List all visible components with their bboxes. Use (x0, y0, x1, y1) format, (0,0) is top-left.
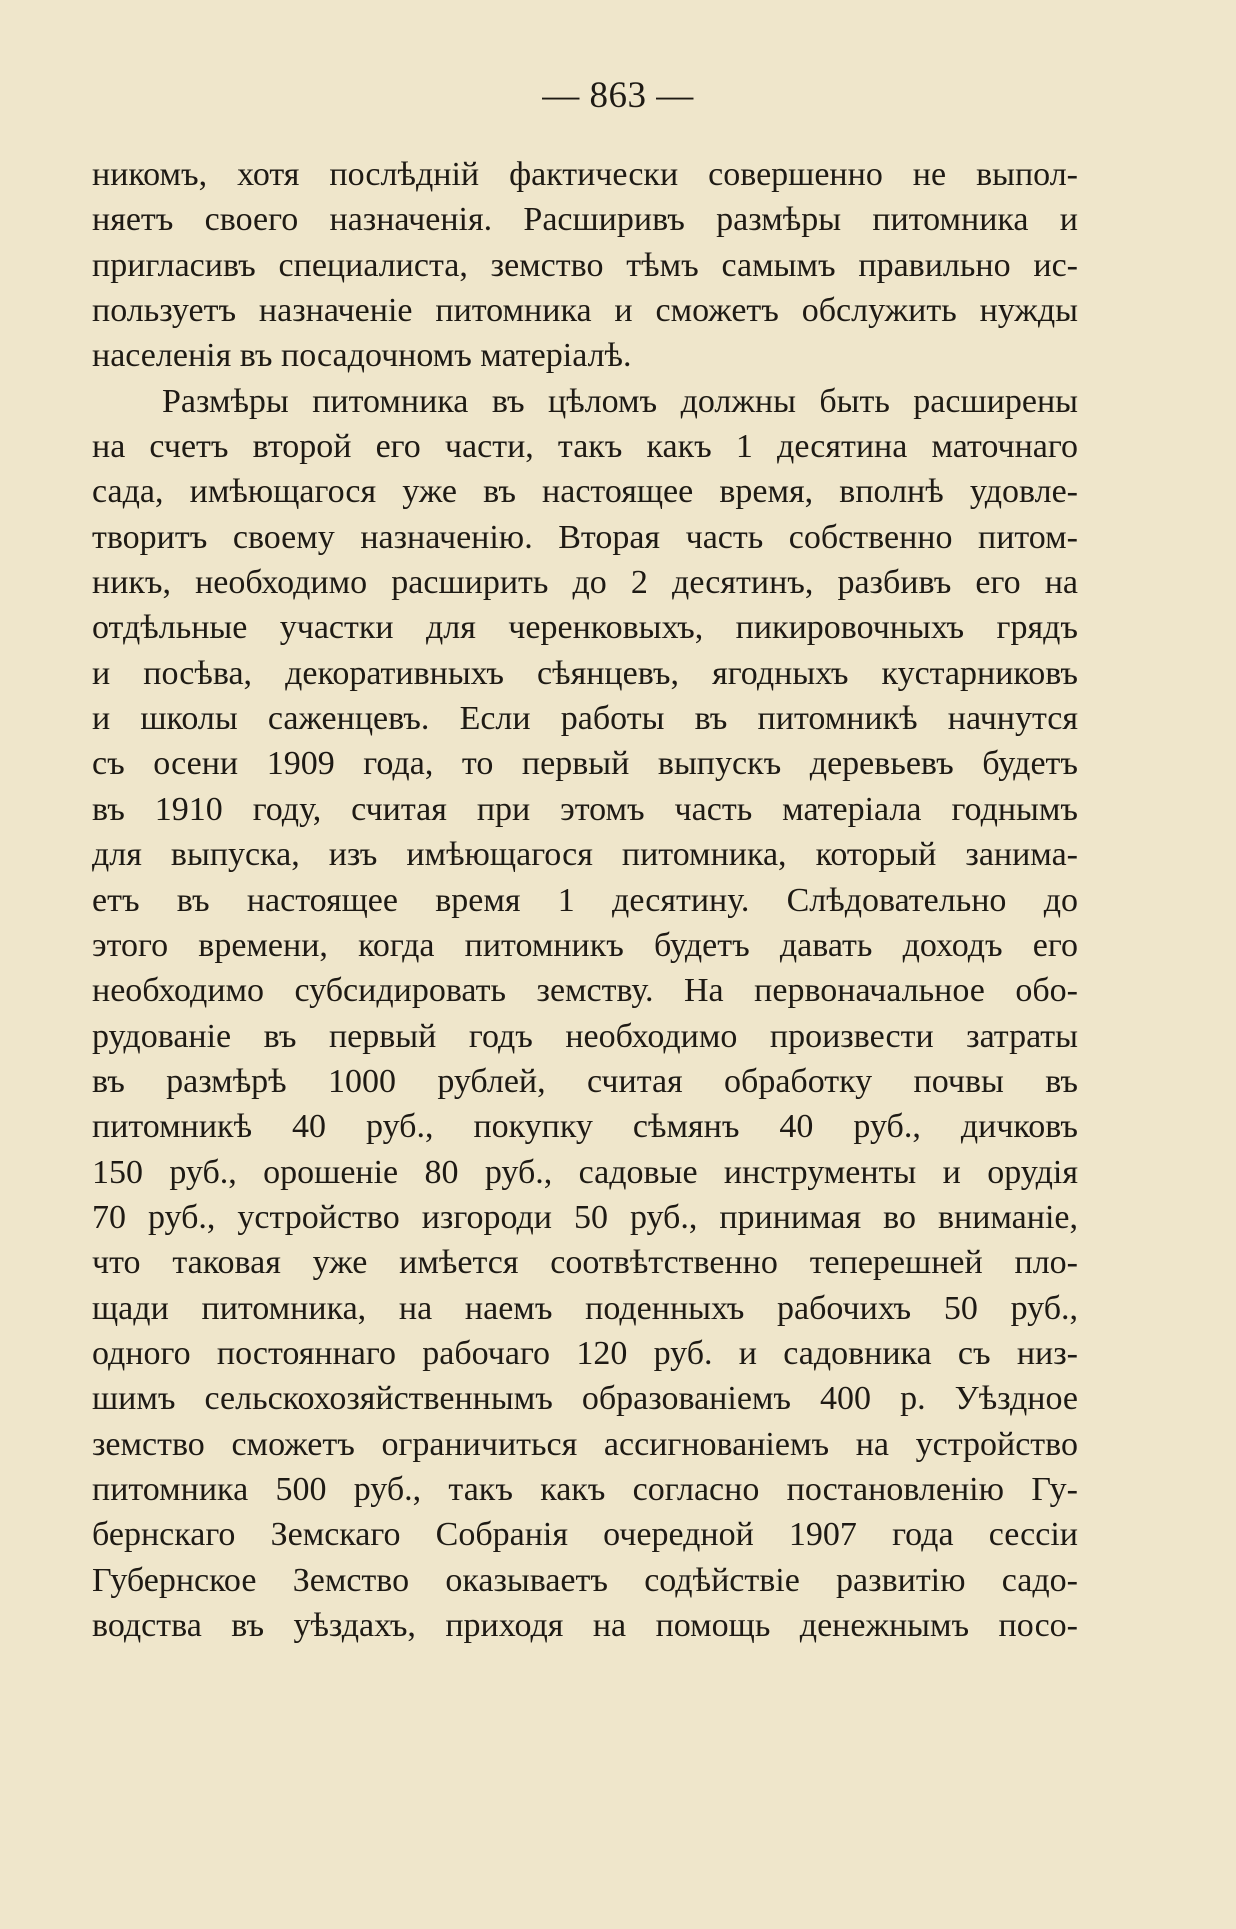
text-line: одного постояннаго рабочаго 120 руб. и садовника съ низ- (92, 1334, 1078, 1372)
text-line: съ осени 1909 года, то первый выпускъ деревьевъ будетъ (92, 745, 1078, 783)
text-line: населенiя въ посадочномъ матерiалѣ. (92, 337, 632, 375)
text-line: этого времени, когда питомникъ будетъ давать доходъ его (92, 926, 1078, 964)
text-line: отдѣльные участки для черенковыхъ, пикировочныхъ грядъ (92, 609, 1078, 647)
page-number: — 863 — (542, 75, 694, 116)
body-text (92, 152, 1078, 1648)
text-line: сада, имѣющагося уже въ настоящее время, вполнѣ удовле- (92, 473, 1078, 511)
text-line: пользуетъ назначенiе питомника и сможетъ обслужить нужды (92, 292, 1078, 330)
text-line: никъ, необходимо расширить до 2 десятинъ, разбивъ его на (92, 564, 1078, 602)
text-line: питомника 500 руб., такъ какъ согласно постановленiю Гу- (92, 1470, 1078, 1508)
text-line: никомъ, хотя послѣднiй фактически совершенно не выпол- (92, 156, 1078, 193)
text-line: шимъ сельскохозяйственнымъ образованiемъ 400 р. Уѣздное (92, 1380, 1078, 1418)
text-line: няетъ своего назначенiя. Расширивъ размѣры питомника и (92, 201, 1078, 239)
text-line: рудованiе въ первый годъ необходимо произвести затраты (92, 1017, 1078, 1055)
text-line: 70 руб., устройство изгороди 50 руб., принимая во вниманiе, (92, 1198, 1078, 1236)
text-line: и посѣва, декоративныхъ сѣянцевъ, ягодныхъ кустарниковъ (92, 654, 1078, 692)
text-line: и школы саженцевъ. Если работы въ питомникѣ начнутся (92, 700, 1078, 738)
text-line: водства въ уѣздахъ, приходя на помощь денежнымъ посо- (92, 1607, 1078, 1644)
text-line: бернскаго Земскаго Собранiя очередной 1907 года сессiи (92, 1516, 1078, 1554)
text-line: что таковая уже имѣется соотвѣтственно теперешней пло- (92, 1244, 1078, 1282)
text-line: въ 1910 году, считая при этомъ часть матерiала годнымъ (92, 790, 1078, 828)
text-line: 150 руб., орошенiе 80 руб., садовые инструменты и орудiя (92, 1153, 1078, 1191)
text-line: земство сможетъ ограничиться ассигнованiемъ на устройство (92, 1425, 1078, 1463)
text-line: творитъ своему назначенiю. Вторая часть собственно питом- (92, 518, 1078, 556)
text-line: для выпуска, изъ имѣющагося питомника, который занима- (92, 836, 1078, 874)
text-line: пригласивъ специалиста, земство тѣмъ самымъ правильно ис- (92, 246, 1078, 284)
text-line: необходимо субсидировать земству. На первоначальное обо- (92, 972, 1078, 1010)
paragraph-start-line: Размѣры питомника въ цѣломъ должны быть расширены (162, 382, 1078, 420)
text-line: на счетъ второй его части, такъ какъ 1 десятина маточнаго (92, 428, 1078, 466)
text-line: щади питомника, на наемъ поденныхъ рабочихъ 50 руб., (92, 1289, 1078, 1327)
text-line: Губернское Земство оказываетъ содѣйствiе развитiю садо- (92, 1561, 1078, 1599)
text-line: питомникѣ 40 руб., покупку сѣмянъ 40 руб., дичковъ (92, 1108, 1078, 1146)
text-line: въ размѣрѣ 1000 рублей, считая обработку почвы въ (92, 1062, 1078, 1100)
text-line: етъ въ настоящее время 1 десятину. Слѣдовательно до (92, 881, 1078, 919)
